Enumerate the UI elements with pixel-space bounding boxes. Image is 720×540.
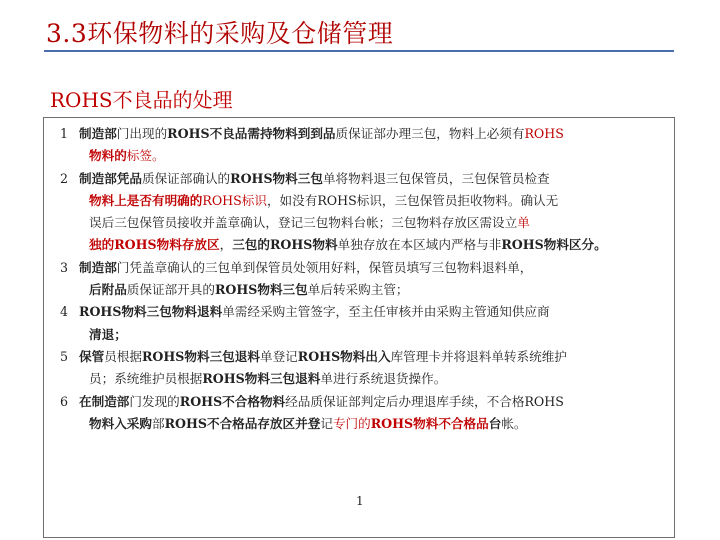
text-line — [79, 190, 680, 212]
text-line — [79, 391, 680, 413]
item-number: 3 — [60, 259, 69, 275]
text-run: 物料的 — [89, 148, 127, 164]
text-run: 库管理卡并将退料单转系统维护 — [390, 348, 567, 364]
text-run: 单进行系统退货操作。 — [320, 371, 447, 387]
text-line — [79, 368, 680, 390]
text-run: 制造部 — [79, 126, 117, 141]
text-run: 误后三包保管员接收并盖章确认，登记三包物料台帐；三包物料存放区需设立 — [89, 215, 518, 231]
text-run: 物料上是否有明确的 — [89, 192, 203, 208]
text-run: ROHS物料三包退料 — [141, 348, 260, 364]
text-line — [79, 168, 680, 190]
text-run: 质保证部开具的 — [126, 282, 215, 298]
text-run: 台 — [488, 415, 502, 431]
text-run: 专门的 — [332, 415, 371, 431]
list-item — [60, 391, 680, 436]
procedure-list — [60, 123, 680, 435]
text-run: ROHS物料不合格品 — [370, 415, 489, 431]
text-run: 单需经采购主管签字，至主任审核并由采购主管通知供应商 — [222, 304, 550, 320]
text-run: ROHS物料区分。 — [501, 237, 607, 253]
list-item — [60, 346, 680, 391]
page-title: 3.3环保物料的采购及仓储管理 — [46, 19, 394, 48]
text-run: 物料入采购 — [89, 415, 152, 431]
item-number: 5 — [60, 348, 69, 364]
text-run: 单独存放在本区域内严格与非 — [337, 237, 502, 253]
text-run: ROHS物料三包 — [214, 282, 308, 298]
text-line — [79, 145, 680, 167]
text-run: ROHS不合格物料 — [179, 393, 286, 409]
text-run: 单登记 — [259, 348, 298, 364]
text-run: ， — [219, 237, 233, 253]
title-underline — [44, 50, 674, 52]
item-number: 2 — [60, 170, 69, 186]
item-text — [79, 391, 680, 436]
text-run: 后附品 — [89, 282, 127, 298]
text-run: ROHS — [524, 126, 564, 141]
text-run: 三包的ROHS物料 — [232, 237, 338, 253]
list-item — [60, 257, 680, 302]
item-text — [79, 346, 680, 391]
text-run: 帐。 — [501, 415, 527, 431]
item-number: 4 — [60, 304, 69, 320]
text-run: 质保证部办理三包，物料上必须有 — [335, 126, 525, 141]
text-run: ，如没有ROHS标识，三包保管员拒收物料。确认无 — [266, 192, 559, 208]
text-run: 清退； — [89, 326, 127, 342]
text-run: 单将物料退三包保管员，三包保管员检查 — [322, 170, 550, 186]
text-run: 在制造部 — [79, 393, 130, 409]
text-line — [79, 234, 680, 256]
section-subtitle: ROHS不良品的处理 — [50, 88, 233, 112]
text-line — [79, 279, 680, 301]
item-text — [79, 123, 680, 168]
item-text — [79, 168, 680, 257]
text-line — [79, 123, 680, 145]
item-text — [79, 301, 680, 346]
list-item — [60, 123, 680, 168]
text-run: 质保证部确认的 — [141, 170, 231, 186]
text-run: 制造部 — [79, 259, 117, 275]
text-run: 独的ROHS物料存放区 — [89, 237, 220, 253]
text-run: 经品质保证部判定后办理退库手续，不合格ROHS — [285, 393, 564, 409]
text-line — [79, 346, 680, 368]
text-line — [79, 301, 680, 323]
text-run: ROHS物料三包退料 — [202, 371, 321, 387]
item-number: 1 — [60, 126, 69, 141]
text-run: 单 — [517, 215, 530, 231]
text-line — [79, 257, 680, 279]
text-run: 员根据 — [104, 348, 142, 364]
text-run: ROHS物料三包物料退料 — [79, 304, 223, 320]
text-run: 单后转采购主管； — [307, 282, 409, 298]
text-run: 门发现的 — [129, 393, 180, 409]
text-run: 门凭盖章确认的三包单到保管员处领用好料，保管员填写三包物料退料单， — [116, 259, 533, 275]
text-run: ROHS物料出入 — [297, 348, 391, 364]
item-text — [79, 257, 680, 302]
list-item — [60, 301, 680, 346]
text-run: 门出现的 — [116, 126, 168, 141]
text-run: ROHS标识 — [202, 192, 267, 208]
text-line — [79, 212, 680, 234]
text-run: ROHS物料三包 — [230, 170, 323, 186]
text-run: 部 — [151, 415, 165, 431]
text-run: 标签。 — [126, 148, 165, 164]
text-line — [79, 413, 680, 435]
item-number: 6 — [60, 393, 69, 409]
text-run: 员；系统维护员根据 — [89, 371, 203, 387]
page-number: 1 — [356, 494, 364, 508]
text-run: 记 — [320, 415, 333, 431]
text-run: 保管 — [79, 348, 105, 364]
text-run: ROHS不良品需持物料到到品 — [167, 126, 336, 141]
text-run: ROHS不合格品存放区并登 — [164, 415, 321, 431]
text-line — [79, 324, 680, 346]
text-run: 制造部凭品 — [79, 170, 142, 186]
list-item — [60, 168, 680, 257]
